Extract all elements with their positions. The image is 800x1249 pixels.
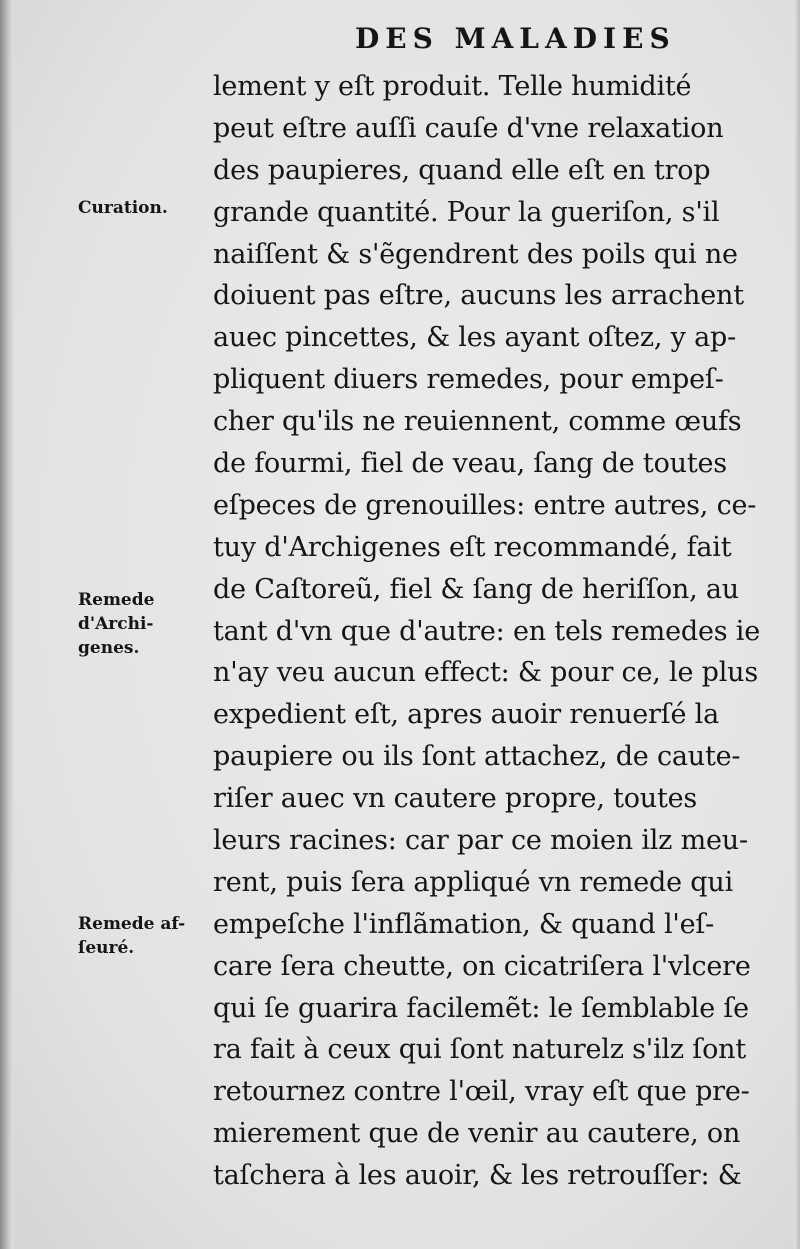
text-line: care ſera cheutte, on cicatriſera l'vlcere <box>213 950 751 982</box>
text-line: n'ay veu aucun effect: & pour ce, le plus <box>213 657 758 689</box>
text-line: eſpeces de grenouilles: entre autres, ce- <box>213 489 757 521</box>
text-line: leurs racines: car par ce moien ilz meu- <box>213 825 748 857</box>
text-line: tant d'vn que d'autre: en tels remedes ie <box>213 615 760 647</box>
text-line: retournez contre l'œil, vray eſt que pre- <box>213 1076 750 1108</box>
text-line: peut eſtre auſſi cauſe d'vne relaxation <box>213 112 724 144</box>
margin-note-line: d'Archi- <box>78 614 154 634</box>
text-line: mierement que de venir au cautere, on <box>213 1118 741 1150</box>
text-line: cher qu'ils ne reuiennent, comme œufs <box>213 406 742 438</box>
text-line: taſchera à les auoir, & les retrouſſer: & <box>213 1160 742 1192</box>
text-line: rent, puis ſera appliqué vn remede qui <box>213 866 734 898</box>
margin-note-curation <box>78 196 208 220</box>
text-line: doiuent pas eſtre, aucuns les arrachent <box>213 280 744 312</box>
margin-note-line: ſeuré. <box>78 938 135 958</box>
text-line: de fourmi, fiel de veau, ſang de toutes <box>213 448 727 480</box>
text-line: expedient eſt, apres auoir renuerſé la <box>213 699 719 731</box>
text-line: paupiere ou ils ſont attachez, de caute- <box>213 741 741 773</box>
margin-note-remede-archigenes <box>78 588 208 660</box>
margin-note-line: Remede <box>78 590 155 610</box>
text-line: lement y eſt produit. Telle humidité <box>213 71 692 102</box>
margin-note-line: genes. <box>78 638 140 658</box>
text-line: naiſſent & s'ẽgendrent des poils qui ne <box>213 238 738 270</box>
text-line: grande quantité. Pour la gueriſon, s'il <box>213 196 720 228</box>
text-line: ra fait à ceux qui ſont naturelz s'ilz ſont <box>213 1034 746 1066</box>
page-right-edge <box>794 0 800 1249</box>
body-text <box>213 66 793 1197</box>
running-title: DES MALADIES <box>355 22 676 55</box>
text-line: de Caſtoreũ, fiel & ſang de heriſſon, au <box>213 573 739 605</box>
text-line: riſer auec vn cautere propre, toutes <box>213 783 698 815</box>
text-line: tuy d'Archigenes eſt recommandé, fait <box>213 531 732 563</box>
page-gutter-shadow <box>0 0 14 1249</box>
text-line: pliquent diuers remedes, pour empeſ- <box>213 364 724 396</box>
text-line: des paupieres, quand elle eſt en trop <box>213 154 711 186</box>
text-line: qui ſe guarira facilemẽt: le ſemblable ſe <box>213 992 749 1024</box>
margin-note-remede-asseure <box>78 912 208 960</box>
text-line: empeſche l'inflãmation, & quand l'eſ- <box>213 908 715 940</box>
margin-note-line: Remede af- <box>78 914 186 934</box>
margin-note-line: Curation. <box>78 198 168 218</box>
text-line: auec pincettes, & les ayant oſtez, y ap- <box>213 322 737 354</box>
